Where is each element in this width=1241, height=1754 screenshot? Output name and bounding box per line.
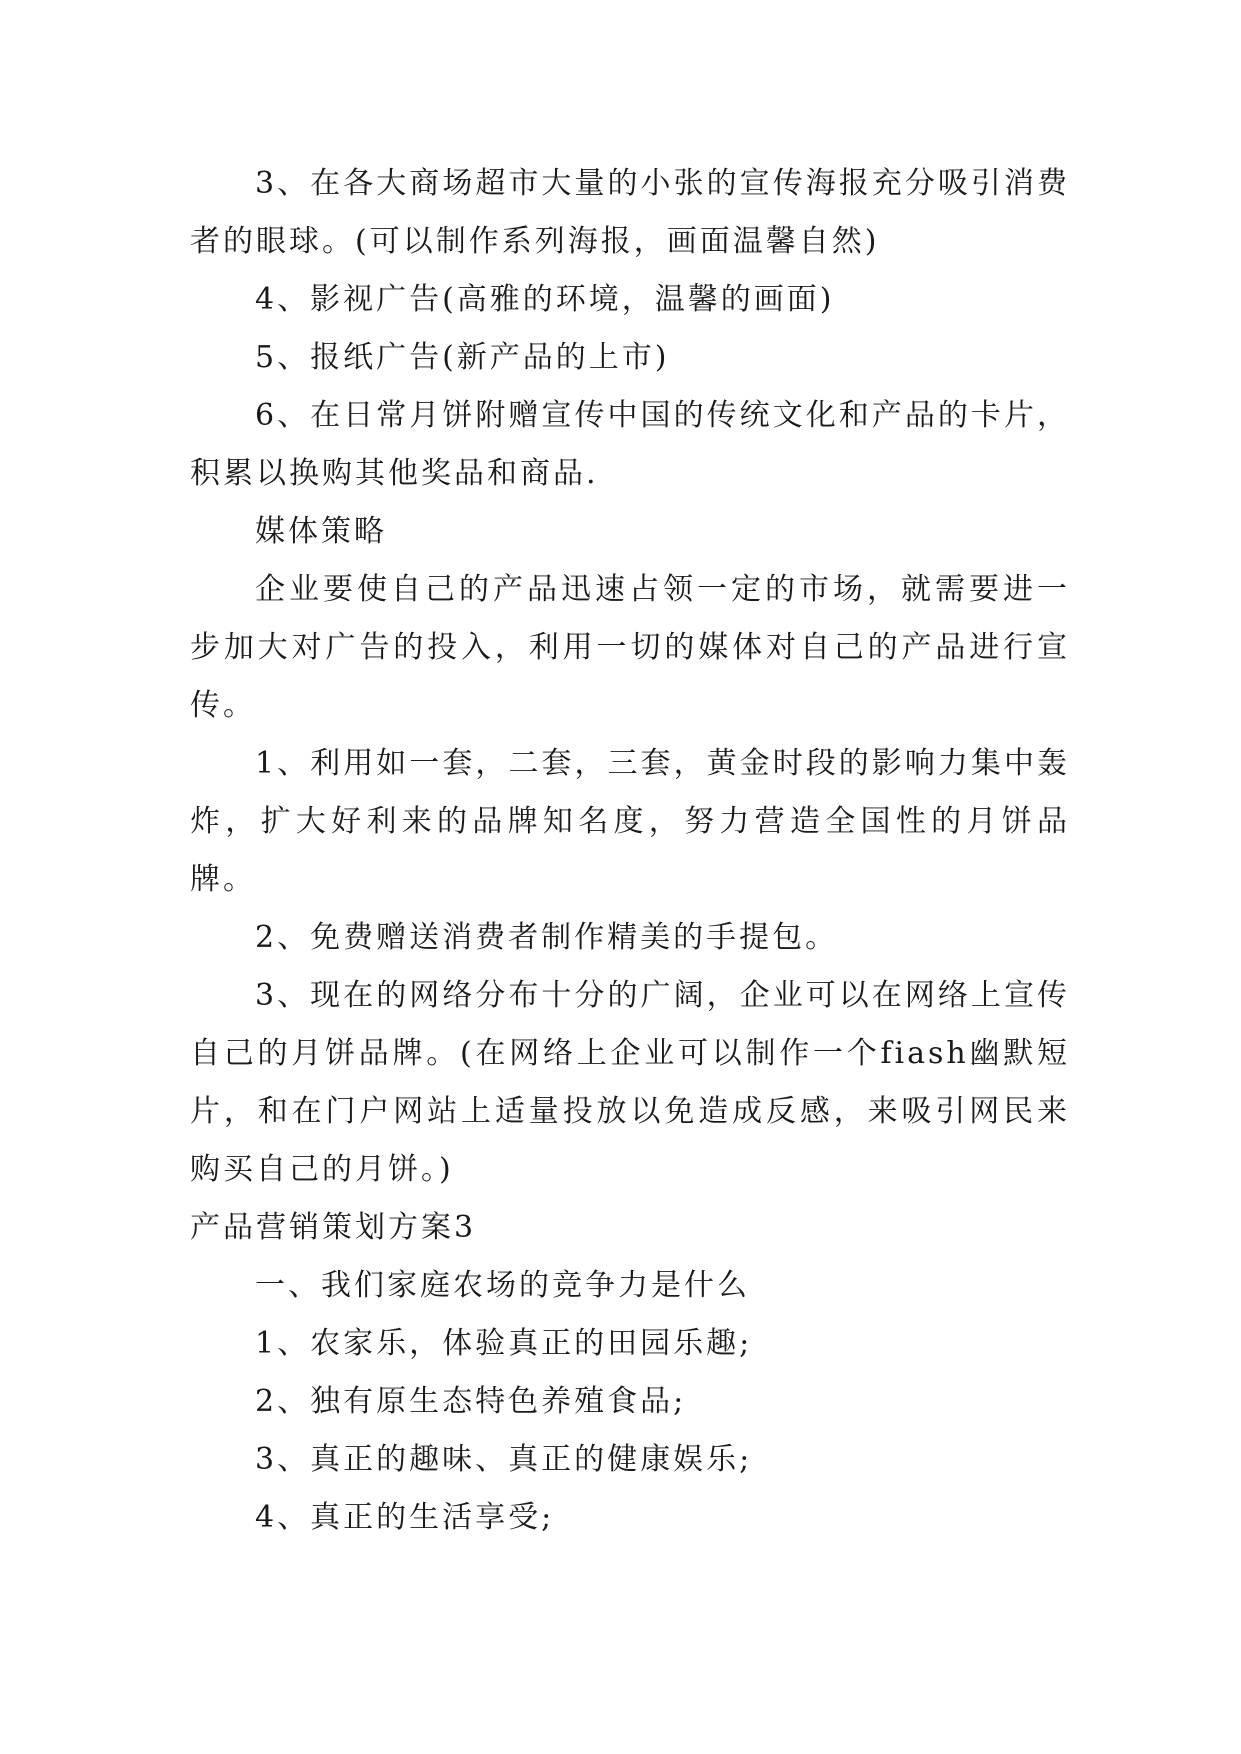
paragraph-poster-promotion: 3、在各大商场超市大量的小张的宣传海报充分吸引消费者的眼球。(可以制作系列海报，画面温馨自然) bbox=[190, 166, 1070, 259]
paragraph-free-bags: 2、免费赠送消费者制作精美的手提包。 bbox=[255, 920, 839, 955]
paragraph-tv-ads: 4、影视广告(高雅的环境，温馨的画面) bbox=[255, 282, 835, 317]
heading-competitiveness: 一、我们家庭农场的竞争力是什么 bbox=[255, 1268, 750, 1303]
document-body bbox=[190, 155, 1070, 1547]
paragraph-online-promotion: 3、现在的网络分布十分的广阔，企业可以在网络上宣传自己的月饼品牌。(在网络上企业可以制作一个fiash幽默短片，和在门户网站上适量投放以免造成反感，来吸引网民来购买自己的月饼。) bbox=[190, 978, 1070, 1187]
heading-media-strategy: 媒体策略 bbox=[255, 514, 387, 549]
list-item-eco-food: 2、独有原生态特色养殖食品; bbox=[255, 1384, 687, 1419]
list-item-life-enjoyment: 4、真正的生活享受; bbox=[255, 1500, 555, 1535]
paragraph-media-intro: 企业要使自己的产品迅速占领一定的市场，就需要进一步加大对广告的投入，利用一切的媒体对自己的产品进行宣传。 bbox=[190, 572, 1070, 723]
list-item-farm-stay: 1、农家乐，体验真正的田园乐趣; bbox=[255, 1326, 753, 1361]
section-title-plan-3: 产品营销策划方案3 bbox=[190, 1210, 477, 1245]
paragraph-gift-cards: 6、在日常月饼附赠宣传中国的传统文化和产品的卡片，积累以换购其他奖品和商品. bbox=[190, 398, 1070, 491]
list-item-healthy-fun: 3、真正的趣味、真正的健康娱乐; bbox=[255, 1442, 753, 1477]
paragraph-prime-time: 1、利用如一套，二套，三套，黄金时段的影响力集中轰炸，扩大好利来的品牌知名度，努力营造全国性的月饼品牌。 bbox=[190, 746, 1070, 897]
paragraph-newspaper-ads: 5、报纸广告(新产品的上市) bbox=[255, 340, 670, 375]
